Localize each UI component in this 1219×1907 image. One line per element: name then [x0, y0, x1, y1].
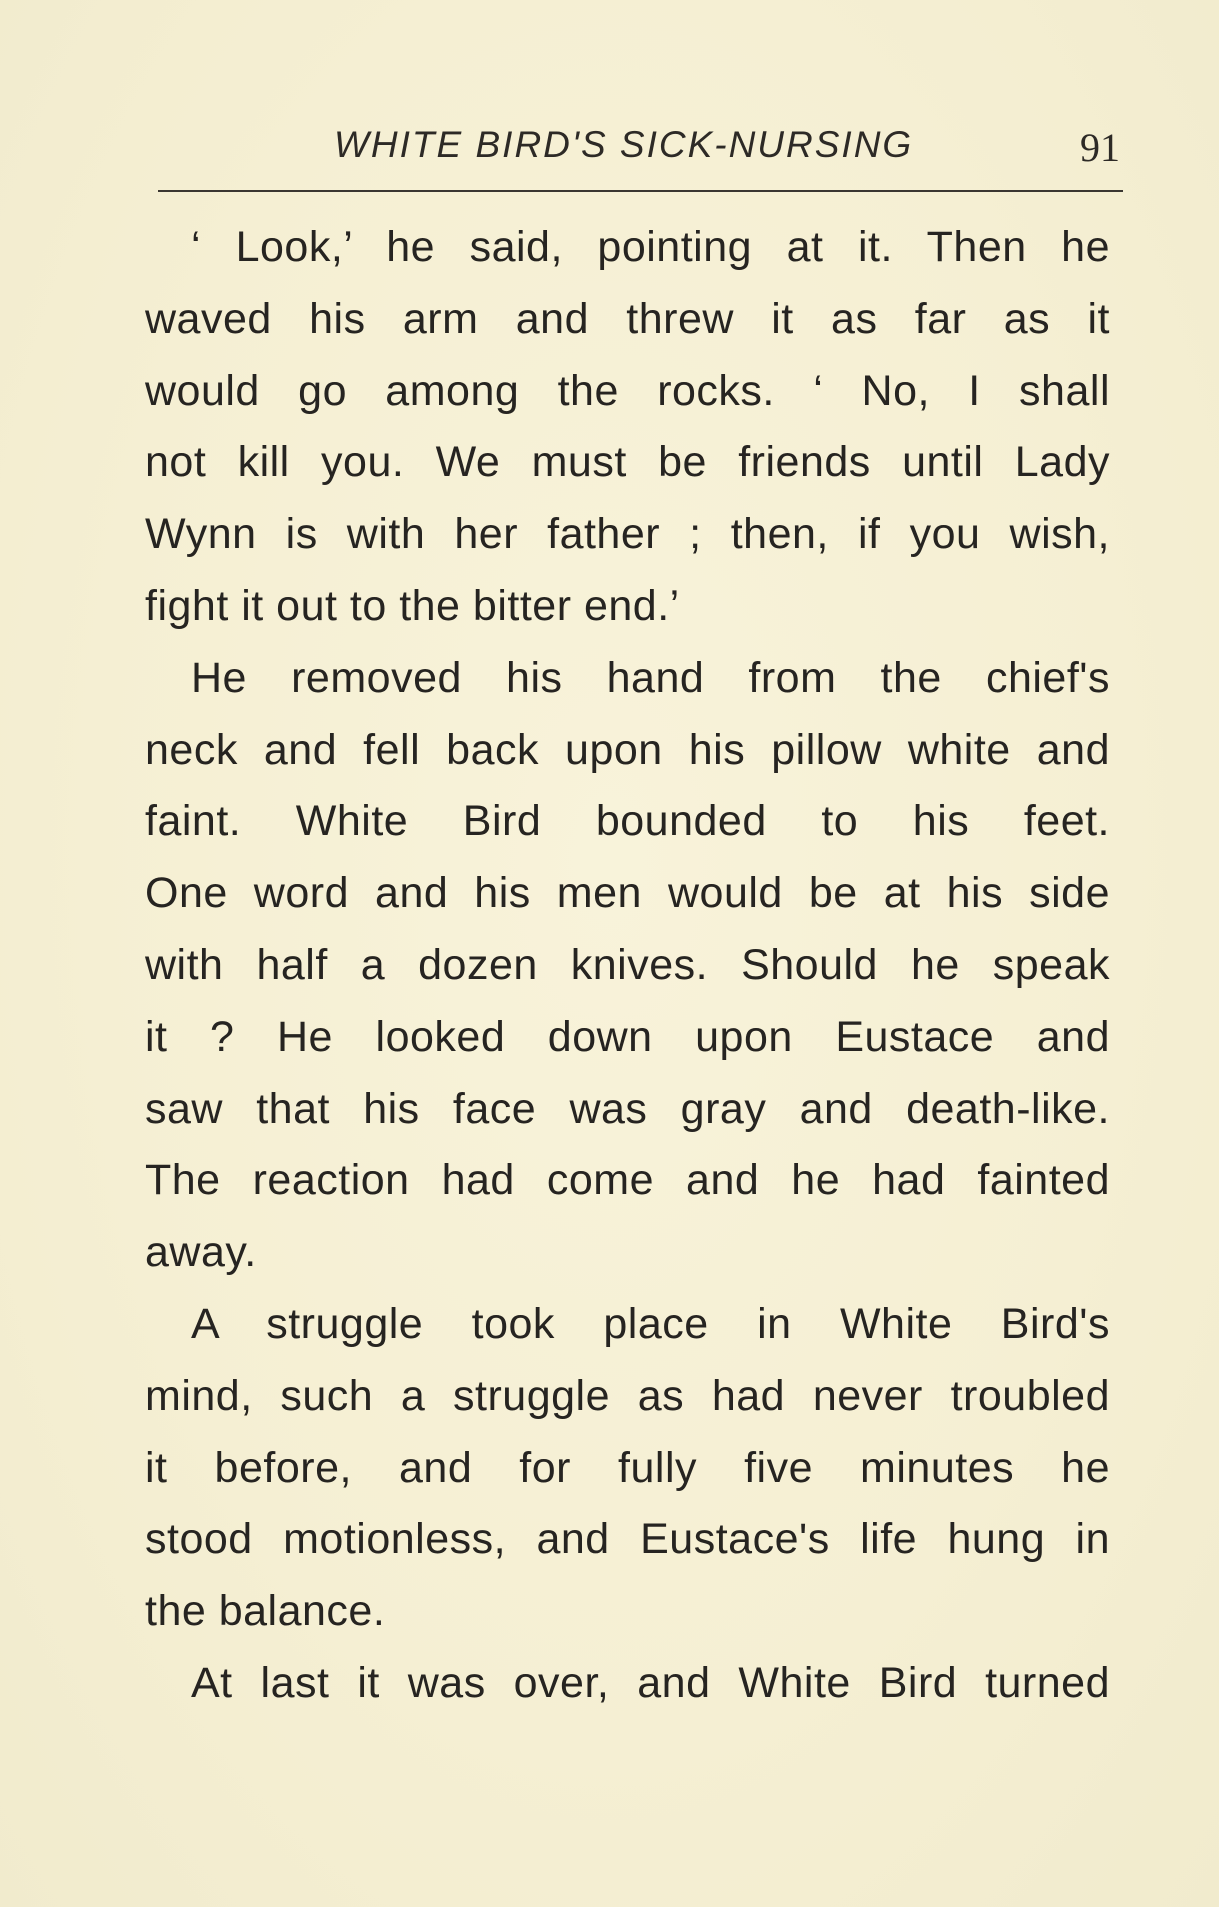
text-line: it ? He looked down upon Eustace and [145, 1012, 1110, 1061]
text-line: fight it out to the bitter end.’ [145, 581, 680, 630]
text-line: The reaction had come and he had fainted [145, 1156, 1110, 1205]
header-rule [158, 190, 1123, 192]
body-text [145, 212, 1110, 1720]
text-line: the balance. [145, 1587, 386, 1636]
page-number: 91 [1080, 125, 1120, 170]
text-line: One word and his men would be at his side [145, 869, 1110, 918]
text-line: He removed his hand from the chief's [191, 653, 1110, 702]
text-line: waved his arm and threw it as far as it [145, 294, 1110, 343]
running-title: WHITE BIRD'S SICK-NURSING [334, 124, 914, 165]
text-line: stood motionless, and Eustace's life hung in [145, 1515, 1110, 1564]
text-line: with half a dozen knives. Should he speak [145, 940, 1110, 989]
text-line: ‘ Look,’ he said, pointing at it. Then he [191, 223, 1110, 271]
text-line: away. [145, 1228, 257, 1277]
text-line: Wynn is with her father ; then, if you wish, [145, 510, 1110, 559]
text-line: At last it was over, and White Bird turned [191, 1658, 1110, 1707]
text-line: neck and fell back upon his pillow white and [145, 725, 1110, 774]
text-line: it before, and for fully five minutes he [145, 1443, 1110, 1492]
text-line: would go among the rocks. ‘ No, I shall [145, 366, 1110, 415]
text-line: not kill you. We must be friends until Lady [145, 438, 1110, 487]
text-line: saw that his face was gray and death-like. [145, 1084, 1110, 1133]
running-head [158, 124, 1120, 174]
text-line: mind, such a struggle as had never troubled [145, 1371, 1110, 1420]
text-line: faint. White Bird bounded to his feet. [145, 797, 1110, 846]
text-line: A struggle took place in White Bird's [191, 1299, 1110, 1348]
